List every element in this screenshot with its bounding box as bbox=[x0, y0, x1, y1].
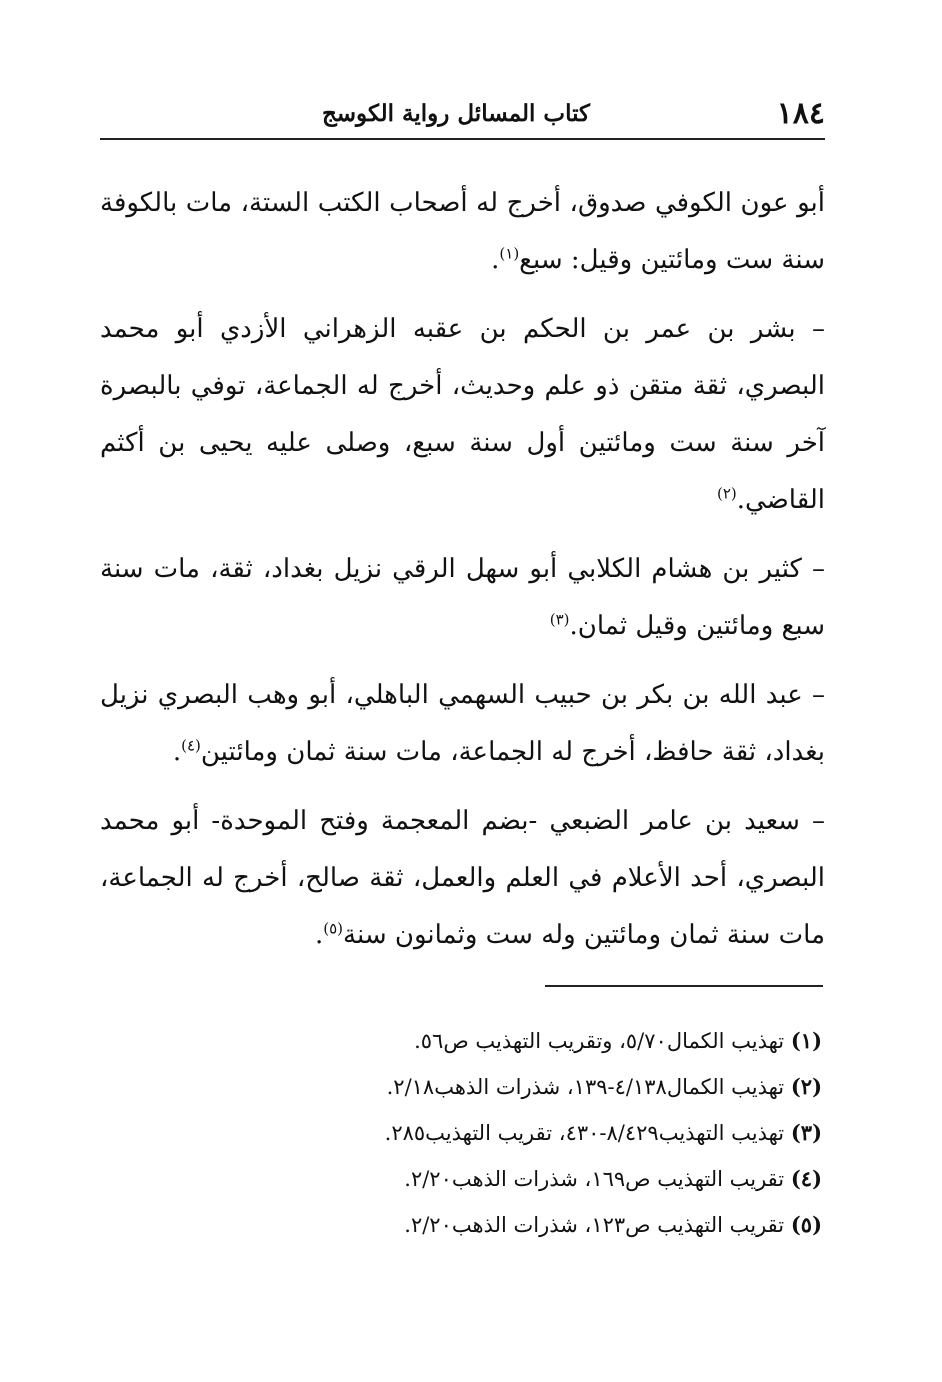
paragraph-text: – كثير بن هشام الكلابي أبو سهل الرقي نزيل بغداد، ثقة، مات سنة سبع ومائتين وقيل ثمان. bbox=[100, 554, 825, 641]
footnote-text: تهذيب التهذيب٨/٤٢٩-٤٣٠، تقريب التهذيب٢٨٥. bbox=[384, 1121, 785, 1145]
header-rule bbox=[100, 138, 825, 140]
footnote-ref: (١) bbox=[499, 244, 520, 263]
paragraph bbox=[100, 541, 825, 655]
footnote-text: تقريب التهذيب ص١٢٣، شذرات الذهب٢/٢٠. bbox=[404, 1213, 785, 1237]
page-number: ١٨٤ bbox=[776, 96, 825, 131]
paragraph-text: أبو عون الكوفي صدوق، أخرج له أصحاب الكتب الستة، مات بالكوفة سنة ست ومائتين وقيل: سبع bbox=[100, 188, 825, 275]
paragraph bbox=[100, 667, 825, 781]
paragraph-text: – عبد الله بن بكر بن حبيب السهمي الباهلي، أبو وهب البصري نزيل بغداد، ثقة حافظ، أخرج له الجماعة، مات سنة ثمان ومائتين bbox=[100, 680, 825, 767]
footnote bbox=[100, 1202, 822, 1248]
paragraph-end: . bbox=[172, 737, 182, 767]
paragraph-text: – سعيد بن عامر الضبعي -بضم المعجمة وفتح الموحدة- أبو محمد البصري، أحد الأعلام في العلم والعمل، ثقة صالح، أخرج له الجماعة، مات سنة ثمان ومائتين وله ست وثمانون سنة bbox=[100, 806, 825, 950]
footnote-number: (٢) bbox=[790, 1074, 822, 1099]
paragraph-text: – بشر بن عمر بن الحكم بن عقبه الزهراني الأزدي أبو محمد البصري، ثقة متقن ذو علم وحديث، أخرج له الجماعة، توفي بالبصرة آخر سنة ست ومائتين أول سنة سبع، وصلى عليه يحيى بن أكثم القاضي. bbox=[100, 314, 825, 515]
running-title: كتاب المسائل رواية الكوسج bbox=[321, 100, 590, 127]
footnote bbox=[100, 1156, 822, 1202]
footnote-ref: (٢) bbox=[716, 484, 737, 503]
footnote-number: (٣) bbox=[790, 1120, 822, 1145]
footnote-number: (٤) bbox=[790, 1166, 822, 1191]
footnote-separator bbox=[545, 985, 823, 987]
paragraph bbox=[100, 301, 825, 529]
footnote-text: تهذيب الكمال٥/٧٠، وتقريب التهذيب ص٥٦. bbox=[414, 1029, 785, 1053]
footnote-ref: (٤) bbox=[181, 736, 201, 755]
footnote-ref: (٣) bbox=[549, 610, 570, 629]
paragraph bbox=[100, 793, 825, 964]
footnote-text: تهذيب الكمال٤/١٣٨-١٣٩، شذرات الذهب٢/١٨. bbox=[386, 1075, 785, 1099]
footnote bbox=[100, 1064, 822, 1110]
main-text bbox=[100, 175, 825, 976]
footnote-text: تقريب التهذيب ص١٦٩، شذرات الذهب٢/٢٠. bbox=[404, 1167, 785, 1191]
footnote-ref: (٥) bbox=[323, 919, 344, 938]
paragraph-end: . bbox=[314, 920, 324, 950]
footnote-number: (١) bbox=[790, 1028, 822, 1053]
footnote bbox=[100, 1110, 822, 1156]
paragraph-end: . bbox=[491, 245, 500, 275]
paragraph bbox=[100, 175, 825, 289]
footnotes bbox=[100, 1018, 822, 1248]
page-header bbox=[100, 92, 825, 140]
footnote-number: (٥) bbox=[790, 1212, 822, 1237]
footnote bbox=[100, 1018, 822, 1064]
